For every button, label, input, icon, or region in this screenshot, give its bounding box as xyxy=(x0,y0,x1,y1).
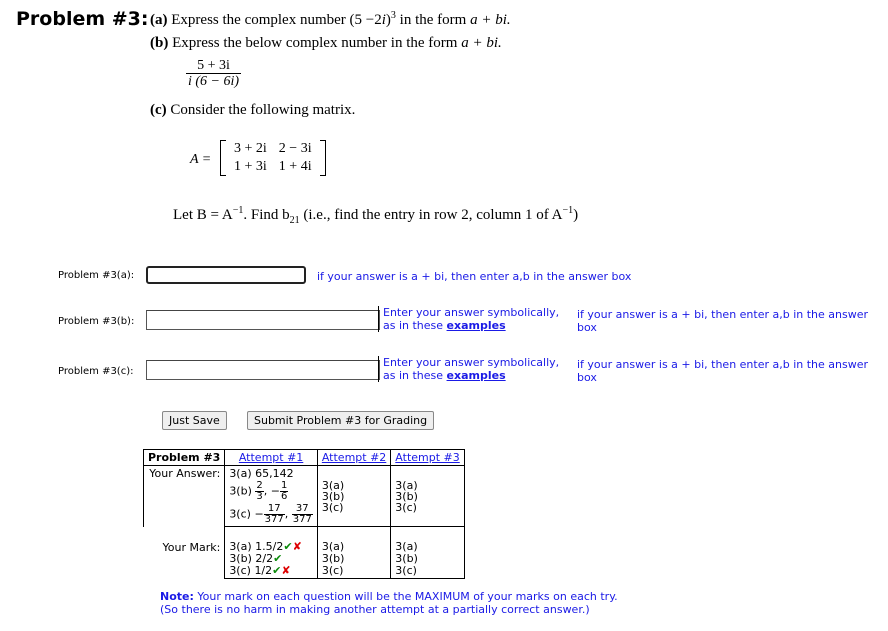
mark-c xyxy=(229,565,313,577)
frac-num: 17 xyxy=(264,504,285,515)
note xyxy=(160,590,618,616)
frac-num: 37 xyxy=(292,504,313,515)
mark-b-text: 3(b) 2/2 xyxy=(229,552,274,565)
attempt-3-answer-b: 3(b) xyxy=(395,490,418,503)
submit-button[interactable]: Submit Problem #3 for Grading xyxy=(247,411,434,430)
problem-title: Problem #3: xyxy=(16,8,149,30)
symbolic-hint-3b-line1: Enter your answer symbolically, xyxy=(383,306,560,319)
part-a-exponent: 3 xyxy=(390,10,396,21)
attempt-1-link[interactable]: Attempt #1 xyxy=(225,450,318,466)
inverse-sup: −1 xyxy=(232,205,244,216)
part-c-label: (c) xyxy=(150,102,167,118)
matrix-cell: 1 + 3i xyxy=(234,159,267,174)
attempt-3-link[interactable]: Attempt #3 xyxy=(391,450,464,466)
attempt-3-answer-a: 3(a) xyxy=(395,479,418,492)
matrix-name-text: A = xyxy=(190,152,212,167)
hint-3c xyxy=(577,358,868,384)
hint-3b xyxy=(577,308,868,334)
examples-link-3b[interactable]: examples xyxy=(446,319,506,332)
part-a-form: a + bi. xyxy=(470,12,511,28)
frac-den: 3 xyxy=(256,491,263,502)
symbolic-hint-3c-line2: as in these xyxy=(383,369,447,382)
attempt-2-answers xyxy=(317,466,390,527)
attempt-3-answers xyxy=(391,466,464,527)
attempt-3-mark-b: 3(b) xyxy=(395,552,418,565)
frac-den: 377 xyxy=(292,514,312,525)
check-icon: ✔ xyxy=(283,540,293,553)
your-mark-label: Your Mark: xyxy=(144,527,225,579)
attempt-3-mark-a: 3(a) xyxy=(395,540,418,553)
attempt-1-answer-b xyxy=(229,481,313,502)
matrix-name xyxy=(190,152,211,168)
part-b-question xyxy=(150,35,502,52)
matrix-a xyxy=(220,140,326,181)
attempt-1-answers xyxy=(225,466,318,527)
attempt-2-marks xyxy=(317,527,390,579)
attempt-3-marks xyxy=(391,527,464,579)
frac-num: 1 xyxy=(280,480,288,491)
hint-3c-line2: box xyxy=(577,371,597,384)
answer-label-3b: Problem #3(b): xyxy=(58,316,135,327)
hint-3a: if your answer is a + bi, then enter a,b in the answer box xyxy=(317,270,632,283)
frac-den: 377 xyxy=(264,514,284,525)
matrix-cell: 3 + 2i xyxy=(234,141,267,156)
mark-c-text: 3(c) 1/2 xyxy=(229,564,273,577)
frac-sep: , xyxy=(284,507,292,521)
attempt-3-answer-c: 3(c) xyxy=(395,501,417,514)
attempt-1-marks xyxy=(225,527,318,579)
part-b-denominator: i (6 − 6i) xyxy=(188,74,240,89)
part-a-i: i xyxy=(381,12,386,28)
answer-label-3c: Problem #3(c): xyxy=(58,366,134,377)
part-b-numerator: 5 + 3i xyxy=(186,58,241,74)
rest-text: (i.e., find the entry in row 2, column 1 of A xyxy=(299,207,563,223)
inverse-sup-2: −1 xyxy=(562,205,574,216)
part-a-text-after: in the form xyxy=(395,12,471,28)
examples-link-3c[interactable]: examples xyxy=(446,369,506,382)
attempt-2-answer-c: 3(c) xyxy=(321,501,344,514)
attempt-2-mark-a: 3(a) xyxy=(321,540,345,553)
answer-input-3a[interactable] xyxy=(146,266,306,284)
answer-label-3a: Problem #3(a): xyxy=(58,270,135,281)
attempt-2-link[interactable]: Attempt #2 xyxy=(317,450,390,466)
note-bold: Note: xyxy=(160,590,194,603)
symbolic-hint-3c xyxy=(378,356,559,382)
rest-end: ) xyxy=(573,207,579,223)
part-b-label: (b) xyxy=(150,35,169,51)
your-answer-label: Your Answer: xyxy=(144,466,225,527)
let-text: Let B = A xyxy=(173,207,233,223)
part-c-text: Consider the following matrix. xyxy=(170,102,356,118)
attempt-1-answer-c xyxy=(229,504,313,525)
symbolic-hint-3b xyxy=(378,306,559,332)
mark-a-text: 3(a) 1.5/2 xyxy=(229,540,284,553)
part-b-form: a + bi. xyxy=(461,35,502,51)
part-b-fraction xyxy=(186,58,241,89)
matrix-cell: 2 − 3i xyxy=(278,141,312,156)
answer-input-3b[interactable] xyxy=(146,310,380,330)
part-a-question xyxy=(150,10,511,29)
attempt-2-mark-c: 3(c) xyxy=(321,564,344,577)
answer-c-prefix: 3(c) − xyxy=(229,507,264,521)
cross-icon: ✘ xyxy=(281,564,291,577)
part-a-text: Express the complex number (5 −2 xyxy=(171,12,382,28)
hint-3b-line2: box xyxy=(577,321,597,334)
just-save-button[interactable]: Just Save xyxy=(162,411,227,430)
cross-icon: ✘ xyxy=(292,540,302,553)
symbolic-hint-3c-line1: Enter your answer symbolically, xyxy=(383,356,560,369)
frac-den: 6 xyxy=(280,491,288,502)
part-b-text: Express the below complex number in the form xyxy=(172,35,462,51)
results-header: Problem #3 xyxy=(144,450,225,466)
hint-3c-line1: if your answer is a + bi, then enter a,b in the answer xyxy=(577,358,869,371)
part-c-find xyxy=(173,205,578,226)
check-icon: ✔ xyxy=(272,564,282,577)
frac-num: 2 xyxy=(256,480,263,491)
frac-sep: , − xyxy=(263,484,280,498)
results-table xyxy=(143,449,465,579)
check-icon: ✔ xyxy=(273,552,283,565)
part-a-label: (a) xyxy=(150,12,168,28)
note-line2: (So there is no harm in making another attempt at a partially correct answer.) xyxy=(160,603,590,616)
symbolic-hint-3b-line2: as in these xyxy=(383,319,447,332)
b21-subscript: 21 xyxy=(289,215,300,226)
answer-input-3c[interactable] xyxy=(146,360,380,380)
attempt-2-mark-b: 3(b) xyxy=(321,552,345,565)
find-text: . Find b xyxy=(243,207,290,223)
part-a-close: ) xyxy=(385,12,391,28)
attempt-1-answer-a: 3(a) 65,142 xyxy=(229,467,294,480)
hint-3b-line1: if your answer is a + bi, then enter a,b in the answer xyxy=(577,308,869,321)
attempt-3-mark-c: 3(c) xyxy=(395,564,417,577)
answer-b-prefix: 3(b) xyxy=(229,484,256,498)
part-c-question xyxy=(150,102,355,119)
matrix-cell: 1 + 4i xyxy=(278,159,312,174)
attempt-2-answer-b: 3(b) xyxy=(321,490,345,503)
note-line1: Your mark on each question will be the MAXIMUM of your marks on each try. xyxy=(193,590,618,603)
attempt-2-answer-a: 3(a) xyxy=(321,479,345,492)
